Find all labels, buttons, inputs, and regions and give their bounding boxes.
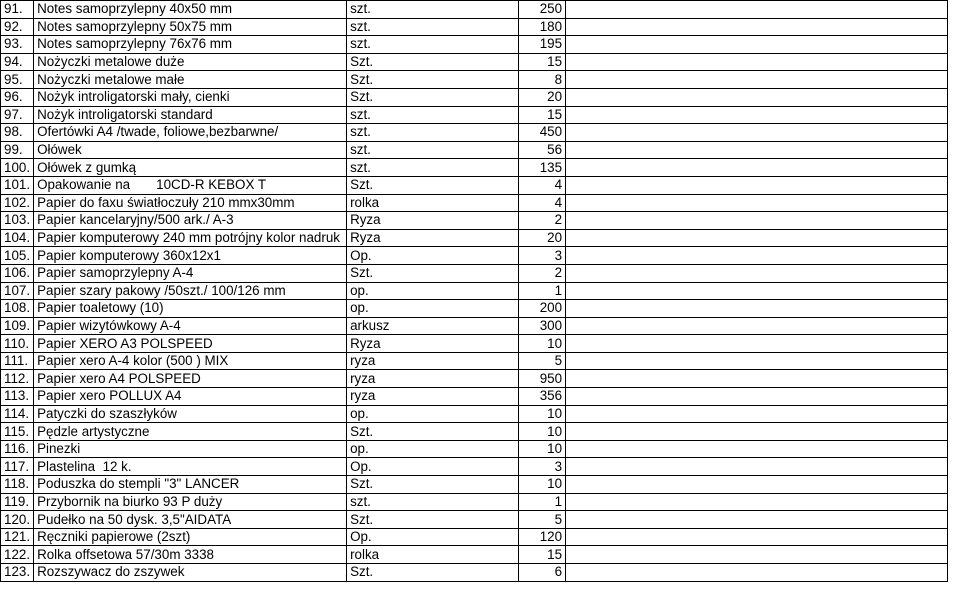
item-unit: Szt. [347, 423, 519, 441]
empty-cell [566, 546, 948, 564]
table-row [1, 53, 948, 71]
table-row [1, 229, 948, 247]
empty-cell [566, 335, 948, 353]
item-quantity: 10 [519, 405, 566, 423]
empty-cell [566, 282, 948, 300]
row-number: 114. [1, 405, 34, 423]
empty-cell [566, 1, 948, 19]
item-name: Papier kancelaryjny/500 ark./ A-3 [34, 212, 347, 230]
item-name: Ofertówki A4 /twade, foliowe,bezbarwne/ [34, 124, 347, 142]
row-number: 111. [1, 352, 34, 370]
row-number: 103. [1, 212, 34, 230]
item-name: Notes samoprzylepny 40x50 mm [34, 1, 347, 19]
empty-cell [566, 176, 948, 194]
table-row [1, 476, 948, 494]
item-quantity: 195 [519, 36, 566, 54]
table-row [1, 423, 948, 441]
row-number: 100. [1, 159, 34, 177]
row-number: 93. [1, 36, 34, 54]
item-unit: Ryza [347, 212, 519, 230]
row-number: 120. [1, 511, 34, 529]
row-number: 98. [1, 124, 34, 142]
item-unit: szt. [347, 18, 519, 36]
row-number: 117. [1, 458, 34, 476]
item-unit: Op. [347, 247, 519, 265]
item-name: Ołówek [34, 141, 347, 159]
table-row [1, 335, 948, 353]
empty-cell [566, 18, 948, 36]
item-name: Rozszywacz do zszywek [34, 564, 347, 582]
empty-cell [566, 71, 948, 89]
table-row [1, 88, 948, 106]
item-name: Nożyczki metalowe małe [34, 71, 347, 89]
empty-cell [566, 88, 948, 106]
item-unit: Szt. [347, 176, 519, 194]
empty-cell [566, 370, 948, 388]
item-quantity: 120 [519, 528, 566, 546]
empty-cell [566, 317, 948, 335]
row-number: 104. [1, 229, 34, 247]
row-number: 102. [1, 194, 34, 212]
item-name: Papier komputerowy 360x12x1 [34, 247, 347, 265]
item-quantity: 10 [519, 423, 566, 441]
table-row [1, 388, 948, 406]
empty-cell [566, 247, 948, 265]
item-name: Rolka offsetowa 57/30m 3338 [34, 546, 347, 564]
table-row [1, 546, 948, 564]
item-unit: ryza [347, 352, 519, 370]
table-row [1, 124, 948, 142]
table-row [1, 106, 948, 124]
table-row [1, 511, 948, 529]
item-quantity: 450 [519, 124, 566, 142]
row-number: 99. [1, 141, 34, 159]
row-number: 116. [1, 440, 34, 458]
row-number: 119. [1, 493, 34, 511]
table-row [1, 247, 948, 265]
item-unit: Szt. [347, 88, 519, 106]
item-quantity: 20 [519, 88, 566, 106]
item-unit: Szt. [347, 476, 519, 494]
item-quantity: 15 [519, 53, 566, 71]
table-row [1, 440, 948, 458]
item-name: Papier xero A-4 kolor (500 ) MIX [34, 352, 347, 370]
item-name: Papier XERO A3 POLSPEED [34, 335, 347, 353]
empty-cell [566, 194, 948, 212]
table-row [1, 71, 948, 89]
row-number: 97. [1, 106, 34, 124]
item-quantity: 950 [519, 370, 566, 388]
item-unit: szt. [347, 141, 519, 159]
item-name: Papier wizytówkowy A-4 [34, 317, 347, 335]
item-quantity: 10 [519, 335, 566, 353]
table-row [1, 300, 948, 318]
item-quantity: 10 [519, 476, 566, 494]
item-quantity: 135 [519, 159, 566, 177]
item-unit: rolka [347, 546, 519, 564]
item-quantity: 15 [519, 106, 566, 124]
item-unit: Szt. [347, 53, 519, 71]
item-quantity: 1 [519, 282, 566, 300]
inventory-rows [1, 1, 948, 582]
item-name: Ołówek z gumką [34, 159, 347, 177]
item-unit: Szt. [347, 564, 519, 582]
item-name: Nożyk introligatorski mały, cienki [34, 88, 347, 106]
empty-cell [566, 528, 948, 546]
table-row [1, 317, 948, 335]
row-number: 110. [1, 335, 34, 353]
item-quantity: 2 [519, 212, 566, 230]
empty-cell [566, 264, 948, 282]
table-row [1, 36, 948, 54]
item-unit: op. [347, 300, 519, 318]
table-row [1, 159, 948, 177]
empty-cell [566, 141, 948, 159]
table-row [1, 1, 948, 19]
item-unit: szt. [347, 36, 519, 54]
item-quantity: 5 [519, 511, 566, 529]
item-unit: Ryza [347, 229, 519, 247]
item-name: Pinezki [34, 440, 347, 458]
empty-cell [566, 159, 948, 177]
item-quantity: 6 [519, 564, 566, 582]
item-name: Papier toaletowy (10) [34, 300, 347, 318]
item-unit: szt. [347, 106, 519, 124]
table-row [1, 370, 948, 388]
row-number: 105. [1, 247, 34, 265]
item-unit: Op. [347, 528, 519, 546]
item-quantity: 20 [519, 229, 566, 247]
empty-cell [566, 106, 948, 124]
item-unit: ryza [347, 370, 519, 388]
item-quantity: 4 [519, 176, 566, 194]
row-number: 109. [1, 317, 34, 335]
item-quantity: 200 [519, 300, 566, 318]
empty-cell [566, 53, 948, 71]
item-name: Notes samoprzylepny 76x76 mm [34, 36, 347, 54]
table-row [1, 194, 948, 212]
item-name: Poduszka do stempli "3" LANCER [34, 476, 347, 494]
empty-cell [566, 423, 948, 441]
item-unit: op. [347, 282, 519, 300]
empty-cell [566, 36, 948, 54]
empty-cell [566, 388, 948, 406]
row-number: 112. [1, 370, 34, 388]
table-row [1, 282, 948, 300]
item-unit: Szt. [347, 264, 519, 282]
item-quantity: 10 [519, 440, 566, 458]
item-unit: szt. [347, 493, 519, 511]
table-row [1, 528, 948, 546]
item-name: Papier do faxu światłoczuły 210 mmx30mm [34, 194, 347, 212]
empty-cell [566, 352, 948, 370]
item-quantity: 250 [519, 1, 566, 19]
item-unit: Szt. [347, 71, 519, 89]
item-unit: szt. [347, 124, 519, 142]
item-name: Notes samoprzylepny 50x75 mm [34, 18, 347, 36]
empty-cell [566, 440, 948, 458]
item-quantity: 15 [519, 546, 566, 564]
item-unit: szt. [347, 159, 519, 177]
empty-cell [566, 458, 948, 476]
row-number: 115. [1, 423, 34, 441]
item-name: Pudełko na 50 dysk. 3,5"AIDATA [34, 511, 347, 529]
item-name: Papier szary pakowy /50szt./ 100/126 mm [34, 282, 347, 300]
empty-cell [566, 476, 948, 494]
row-number: 101. [1, 176, 34, 194]
table-row [1, 564, 948, 582]
table-row [1, 176, 948, 194]
item-name: Plastelina 12 k. [34, 458, 347, 476]
item-unit: Szt. [347, 511, 519, 529]
empty-cell [566, 212, 948, 230]
item-quantity: 56 [519, 141, 566, 159]
item-unit: Op. [347, 458, 519, 476]
row-number: 121. [1, 528, 34, 546]
item-name: Przybornik na biurko 93 P duży [34, 493, 347, 511]
empty-cell [566, 511, 948, 529]
row-number: 106. [1, 264, 34, 282]
row-number: 122. [1, 546, 34, 564]
item-name: Nożyk introligatorski standard [34, 106, 347, 124]
empty-cell [566, 124, 948, 142]
item-unit: op. [347, 440, 519, 458]
item-unit: op. [347, 405, 519, 423]
item-name: Papier komputerowy 240 mm potrójny kolor nadruk [34, 229, 347, 247]
item-quantity: 3 [519, 247, 566, 265]
row-number: 107. [1, 282, 34, 300]
item-unit: Ryza [347, 335, 519, 353]
item-name: Papier xero A4 POLSPEED [34, 370, 347, 388]
table-row [1, 18, 948, 36]
empty-cell [566, 229, 948, 247]
item-quantity: 356 [519, 388, 566, 406]
item-quantity: 3 [519, 458, 566, 476]
row-number: 94. [1, 53, 34, 71]
item-name: Opakowanie na 10CD-R KEBOX T [34, 176, 347, 194]
item-name: Nożyczki metalowe duże [34, 53, 347, 71]
row-number: 113. [1, 388, 34, 406]
item-unit: szt. [347, 1, 519, 19]
item-name: Papier xero POLLUX A4 [34, 388, 347, 406]
row-number: 91. [1, 1, 34, 19]
row-number: 123. [1, 564, 34, 582]
item-unit: ryza [347, 388, 519, 406]
table-row [1, 264, 948, 282]
row-number: 108. [1, 300, 34, 318]
item-quantity: 2 [519, 264, 566, 282]
table-row [1, 458, 948, 476]
item-quantity: 4 [519, 194, 566, 212]
item-name: Papier samoprzylepny A-4 [34, 264, 347, 282]
empty-cell [566, 300, 948, 318]
item-name: Patyczki do szaszłyków [34, 405, 347, 423]
table-row [1, 405, 948, 423]
item-quantity: 180 [519, 18, 566, 36]
empty-cell [566, 493, 948, 511]
table-row [1, 352, 948, 370]
empty-cell [566, 405, 948, 423]
row-number: 92. [1, 18, 34, 36]
row-number: 118. [1, 476, 34, 494]
item-quantity: 8 [519, 71, 566, 89]
item-name: Ręczniki papierowe (2szt) [34, 528, 347, 546]
row-number: 95. [1, 71, 34, 89]
row-number: 96. [1, 88, 34, 106]
item-unit: rolka [347, 194, 519, 212]
table-row [1, 493, 948, 511]
item-quantity: 300 [519, 317, 566, 335]
item-name: Pędzle artystyczne [34, 423, 347, 441]
table-row [1, 212, 948, 230]
empty-cell [566, 564, 948, 582]
item-quantity: 5 [519, 352, 566, 370]
table-row [1, 141, 948, 159]
item-quantity: 1 [519, 493, 566, 511]
item-unit: arkusz [347, 317, 519, 335]
